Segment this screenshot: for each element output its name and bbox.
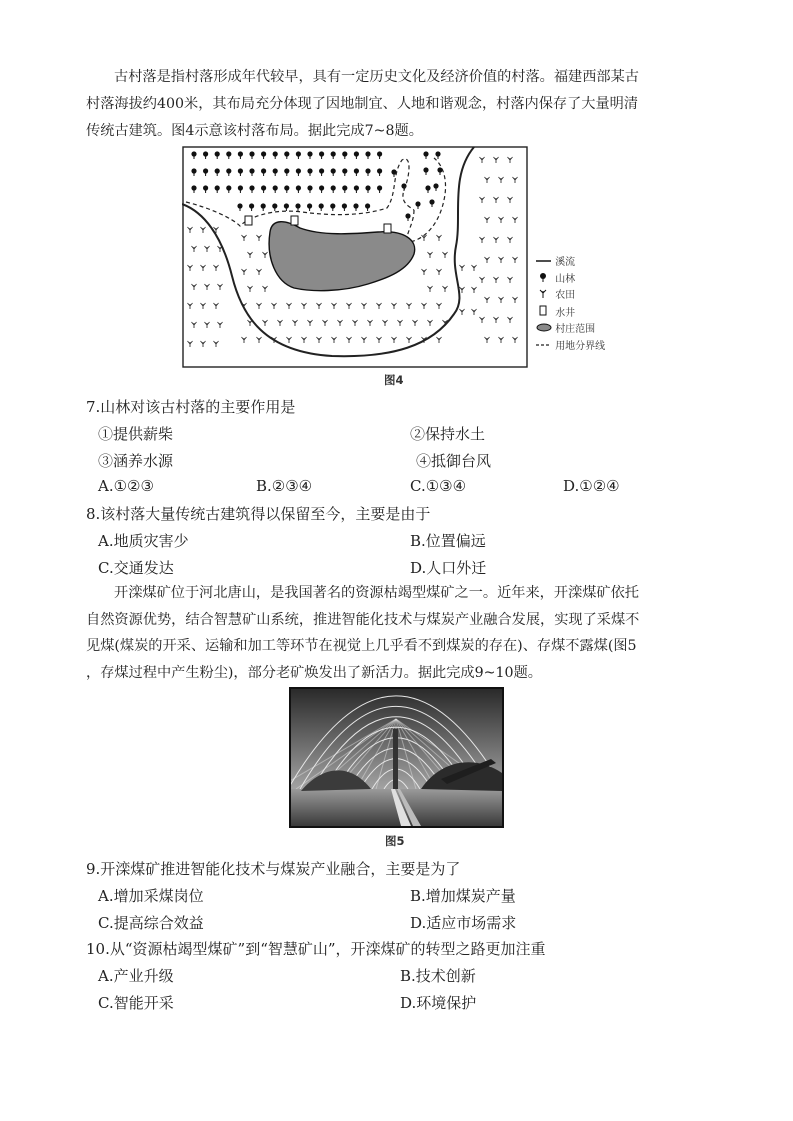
q10-option-c: C.智能开采 xyxy=(98,994,174,1012)
q9-option-b: B.增加煤炭产量 xyxy=(410,887,516,905)
question-9-stem: 9.开滦煤矿推进智能化技术与煤炭产业融合，主要是为了 xyxy=(86,860,461,878)
q7-option-c: C.①③④ xyxy=(410,477,467,495)
q7-option-a: A.①②③ xyxy=(98,477,154,495)
q8-option-b: B.位置偏远 xyxy=(410,532,486,550)
crop-icon xyxy=(536,288,552,298)
legend-forest: 山林 xyxy=(536,272,616,289)
q9-option-c: C.提高综合效益 xyxy=(98,914,204,932)
well-icon xyxy=(291,216,298,225)
q9-option-d: D.适应市场需求 xyxy=(410,914,517,932)
figure-4-legend xyxy=(536,255,616,355)
legend-well: 水井 xyxy=(536,305,616,323)
figure-5-caption: 图5 xyxy=(385,834,405,848)
q10-option-b: B.技术创新 xyxy=(400,967,476,985)
legend-boundary: 用地分界线 xyxy=(536,339,616,356)
question-7-stem: 7.山林对该古村落的主要作用是 xyxy=(86,398,296,416)
q7-option-b: B.②③④ xyxy=(256,477,313,495)
village-icon xyxy=(536,323,552,332)
q8-option-c: C.交通发达 xyxy=(98,559,174,577)
q10-option-d: D.环境保护 xyxy=(400,994,477,1012)
q7-option-d: D.①②④ xyxy=(563,477,620,495)
well-icon xyxy=(536,305,552,316)
well-icon xyxy=(245,216,252,225)
q7-item-2: ②保持水土 xyxy=(410,425,486,443)
q7-item-4: ④抵御台风 xyxy=(416,452,492,470)
passage-intro-kailuan: 开滦煤矿位于河北唐山，是我国著名的资源枯竭型煤矿之一。近年来，开滦煤矿依托 自然资源优势，结合智慧矿山系统，推进智能化技术与煤炭产业融合发展，实现了采煤不 见煤(煤炭的开采、运输和加工等环节在视觉上几乎看不到煤炭的存在)、存煤不露煤(图5 ，存煤过程中产生粉尘)，部分老矿焕发出了新活力。据此完成9~10题。 xyxy=(86,585,640,681)
q8-option-d: D.人口外迁 xyxy=(410,559,487,577)
question-8-stem: 8.该村落大量传统古建筑得以保留至今，主要是由于 xyxy=(86,505,431,523)
figure-5-coal-dome-photo xyxy=(289,687,504,828)
question-10-stem: 10.从“资源枯竭型煤矿”到“智慧矿山”，开滦煤矿的转型之路更加注重 xyxy=(86,940,546,958)
q7-item-1: ①提供薪柴 xyxy=(98,425,174,443)
dashed-line-icon xyxy=(536,341,552,349)
legend-village: 村庄范围 xyxy=(536,322,616,339)
legend-stream: 溪流 xyxy=(536,255,616,272)
stream-icon xyxy=(536,257,552,265)
q9-option-a: A.增加采煤岗位 xyxy=(98,887,204,905)
tree-icon xyxy=(536,272,552,282)
figure-4-village-map xyxy=(182,146,528,368)
q8-option-a: A.地质灾害少 xyxy=(98,532,189,550)
coal-dome-illustration xyxy=(291,689,502,826)
well-icon xyxy=(384,224,391,233)
figure-4-caption: 图4 xyxy=(384,373,404,387)
q10-option-a: A.产业升级 xyxy=(98,967,174,985)
passage-intro-village: 古村落是指村落形成年代较早，具有一定历史文化及经济价值的村落。福建西部某古 村落海拔约400米，其布局充分体现了因地制宜、人地和谐观念，村落内保存了大量明清 传统古建筑。图4示意该村落布局。据此完成7~8题。 xyxy=(86,69,639,139)
legend-farmland: 农田 xyxy=(536,288,616,305)
q7-item-3: ③涵养水源 xyxy=(98,452,174,470)
